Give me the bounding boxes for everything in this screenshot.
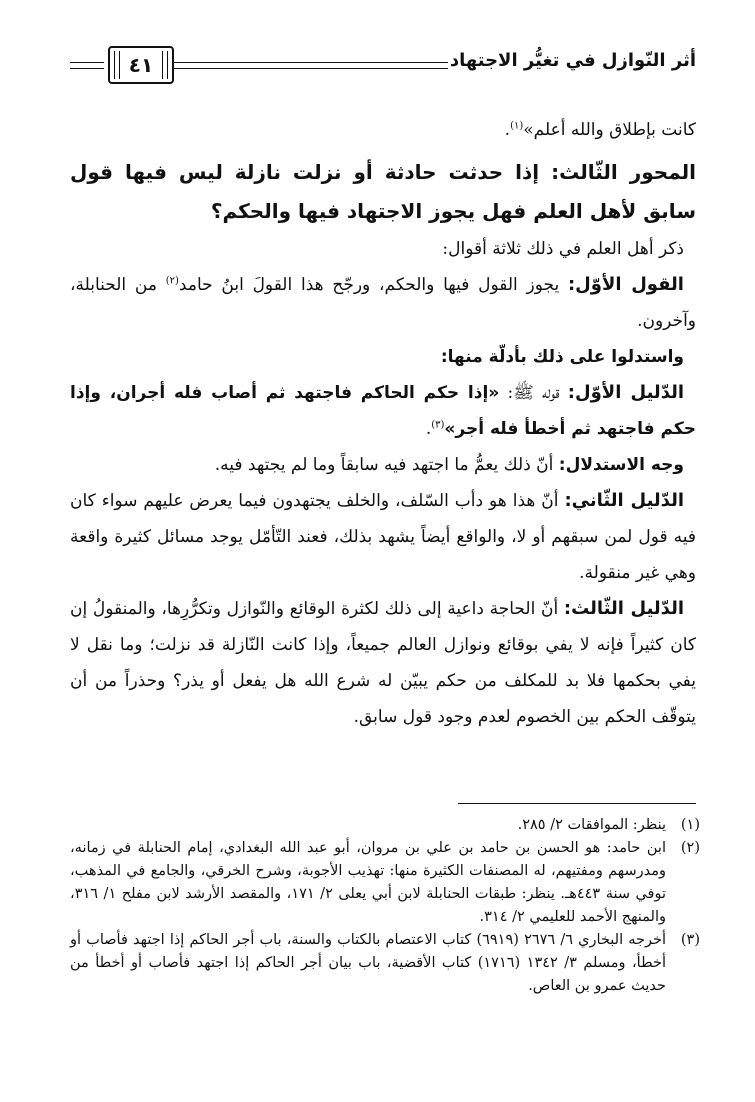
footnote	[70, 837, 700, 929]
footnote-separator	[458, 803, 696, 804]
footnote-number: (٣)	[680, 932, 700, 948]
footnote-text: أخرجه البخاري ٦/ ٢٦٧٦ (٦٩١٩) كتاب الاعتصام بالكتاب والسنة، باب أجر الحاكم إذا اجتهد فأصاب أو أخطأ، ومسلم ٣/ ١٣٤٢ (١٧١٦) كتاب الأقضية، باب بيان أجر الحاكم إذا اجتهد فأصاب أو أخطأ من حديث عمرو بن العاص.	[70, 932, 666, 994]
paragraph-evidence-intro: واستدلوا على ذلك بأدلّة منها:	[440, 347, 684, 367]
footnote-number: (١)	[680, 817, 700, 833]
section-heading: المحور الثّالث: إذا حدثت حادثة أو نزلت نازلة ليس فيها قول سابق لأهل العلم فهل يجوز الاجتهاد فيها والحكم؟	[70, 160, 696, 223]
paragraph-inference: وجه الاستدلال: أنّ ذلك يعمُّ ما اجتهد فيه سابقاً وما لم يجتهد فيه.	[214, 455, 684, 475]
page-header	[70, 46, 696, 86]
header-rule	[174, 62, 448, 69]
label-first-evidence: الدّليل الأوّل:	[567, 382, 685, 403]
label-first-opinion: القول الأوّل:	[567, 274, 684, 295]
label-inference: وجه الاستدلال:	[558, 455, 684, 475]
footnotes	[70, 814, 700, 998]
footnote-text: ابن حامد: هو الحسن بن حامد بن علي بن مروان، أبو عبد الله البغدادي، إمام الحنابلة في زمانه، ومدرسهم ومفتيهم، له المصنفات الكثيرة منها: تهذيب الأجوبة، وشرح الخرقي، والجامع في المذهب، توفي سنة ٤٤٣هـ. ينظر: طبقات الحنابلة لابن أبي يعلى ٢/ ١٧١، والمقصد الأرشد لابن مفلح ١/ ٣١٦، والمنهج الأحمد للعليمي ٢/ ٣١٤.	[70, 840, 667, 925]
label-third-evidence: الدّليل الثّالث:	[563, 598, 685, 619]
footnote-number: (٢)	[680, 840, 700, 856]
footnote-text: ينظر: الموافقات ٢/ ٢٨٥.	[517, 817, 666, 833]
paragraph-second-evidence: الدّليل الثّاني: أنّ هذا هو دأب السّلف، والخلف يجتهدون فيما يعرض عليهم سواء كان فيه قول لمن سبقهم أو لا، والواقع أيضاً يشهد بذلك، فعند التّأمّل يوجد مسائل كثيرة واقعة وهي غير منقولة.	[70, 490, 696, 583]
paragraph-intro: ذكر أهل العلم في ذلك ثلاثة أقوال:	[442, 239, 684, 259]
header-rule-left	[70, 62, 104, 69]
running-title: أثر النّوازل في تغيُّر الاجتهاد	[449, 50, 696, 71]
paragraph-third-evidence: الدّليل الثّالث: أنّ الحاجة داعية إلى ذلك لكثرة الوقائع والنّوازل وتكرُّرِها، والمنقولُ إن كان كثيراً فإنه لا يفي بوقائع ونوازل العالم جميعاً، وإذا كانت النّازلة قد نزلت؛ وما نقل لا يفي بحكمها فلا بد للمكلف من حكم يبيّن له شرع الله هل يفعل أو يذر؟ وحذراً من أن يتوقّف الحكم بين الخصوم لعدم وجود قول سابق.	[70, 598, 696, 727]
footnote	[70, 929, 700, 998]
paragraph-first-evidence: الدّليل الأوّل: قوله ﷺ: «إذا حكم الحاكم فاجتهد ثم أصاب فله أجران، وإذا حكم فاجتهد ثم أخطأ فله أجر»$^{(٣)}$.	[70, 382, 696, 439]
main-text	[70, 112, 696, 735]
paragraph-continuation: كانت بإطلاق والله أعلم»$^{(١)}$.	[504, 120, 696, 140]
paragraph-first-opinion: القول الأوّل: يجوز القول فيها والحكم، ورجّح هذا القولَ ابنُ حامد$^{(٢)}$ من الحنابلة، وآخرون.	[70, 274, 696, 331]
label-second-evidence: الدّليل الثّاني:	[564, 490, 684, 511]
footnote-ref[interactable]: (٢)	[165, 275, 179, 287]
page-number: ٤١	[108, 46, 174, 84]
footnote	[70, 814, 700, 837]
footnote-ref[interactable]: (١)	[510, 120, 524, 132]
footnote-ref[interactable]: (٣)	[431, 419, 445, 431]
hadith-quote: «إذا حكم الحاكم فاجتهد ثم أصاب فله أجران، وإذا حكم فاجتهد ثم أخطأ فله أجر»	[70, 383, 696, 439]
